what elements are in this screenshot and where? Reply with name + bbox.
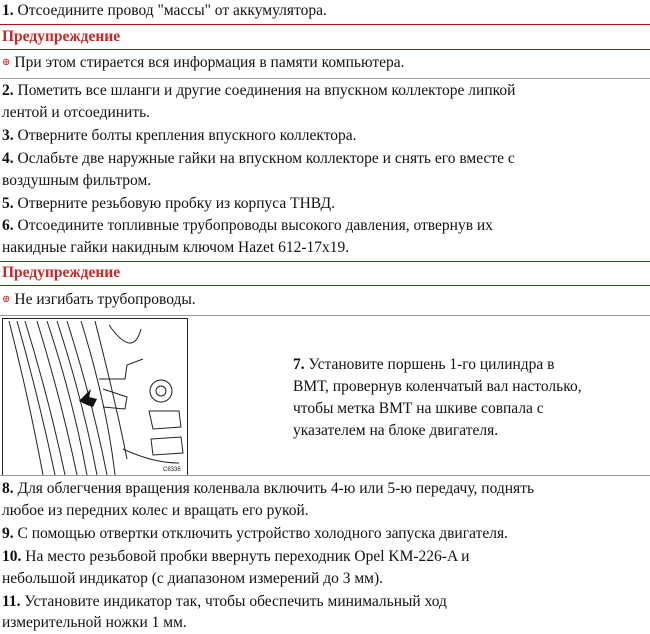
- divider: [0, 475, 650, 476]
- warning-icon: ⊕: [2, 57, 11, 68]
- step-text: измерительной ножки 1 мм.: [2, 614, 187, 631]
- warning-1: [0, 52, 650, 74]
- step-6-continued: [0, 237, 650, 259]
- step-text: Для облегчения вращения коленвала включить 4-ю или 5-ю передачу, поднять: [17, 480, 535, 497]
- step-number: 3.: [2, 127, 14, 144]
- step-text: Отверните резьбовую пробку из корпуса ТНВД.: [17, 195, 335, 212]
- figure-code: C6336: [163, 467, 181, 473]
- step-5: [0, 193, 650, 215]
- step-4-continued: [0, 170, 650, 192]
- step-number: 9.: [2, 525, 14, 542]
- step-number: 6.: [2, 217, 14, 234]
- warning-text: Не изгибать трубопроводы.: [14, 291, 196, 308]
- step-text: Отсоедините топливные трубопроводы высокого давления, отвернув их: [17, 217, 493, 234]
- step-2: [0, 80, 650, 102]
- divider: [0, 78, 650, 79]
- step-2-continued: [0, 102, 650, 124]
- step-text: воздушным фильтром.: [2, 172, 152, 189]
- step-8: [0, 478, 650, 500]
- step-number: 2.: [2, 82, 14, 99]
- step-number: 11.: [2, 593, 21, 610]
- step-4: [0, 148, 650, 170]
- step-11: [0, 591, 650, 613]
- step-text: Отверните болты крепления впускного коллектора.: [17, 127, 357, 144]
- step-8-continued: [0, 500, 650, 522]
- step-7: [293, 354, 649, 442]
- step-text: накидные гайки накидным ключом Hazet 612-17x19.: [2, 239, 350, 256]
- step-text: указателем на блоке двигателя.: [293, 422, 499, 439]
- step-number: 4.: [2, 150, 14, 167]
- step-text: Ослабьте две наружные гайки на впускном коллекторе и снять его вместе с: [17, 150, 515, 167]
- warning-title: Предупреждение: [2, 28, 121, 45]
- step-text: На место резьбовой пробки ввернуть переходник Opel KM-226-A и: [25, 548, 470, 565]
- step-text: Установите поршень 1-го цилиндра в: [308, 356, 555, 373]
- warning-text: При этом стирается вся информация в памяти компьютера.: [14, 54, 405, 71]
- step-text: чтобы метка ВМТ на шкиве совпала с: [293, 400, 544, 417]
- step-text: Пометить все шланги и другие соединения на впускном коллекторе липкой: [17, 82, 516, 99]
- warning-icon: ⊕: [2, 294, 11, 305]
- step-10-continued: [0, 568, 650, 590]
- step-text: лентой и отсоединить.: [2, 104, 151, 121]
- step-7-line: [293, 354, 649, 376]
- step-11-continued: [0, 612, 650, 634]
- warning-title: Предупреждение: [2, 264, 121, 281]
- step-text: Отсоедините провод "массы" от аккумулятора.: [17, 2, 327, 19]
- step-text: С помощью отвертки отключить устройство холодного запуска двигателя.: [17, 525, 508, 542]
- pulley-diagram: [3, 319, 187, 475]
- divider: [0, 285, 650, 286]
- warning-2: [0, 289, 650, 311]
- divider: [0, 315, 650, 316]
- step-9: [0, 523, 650, 545]
- step-10: [0, 546, 650, 568]
- step-6: [0, 215, 650, 237]
- step-text: любое из передних колес и вращать его рукой.: [2, 502, 309, 519]
- engine-pulley-figure: [2, 318, 188, 476]
- divider: [0, 261, 650, 262]
- step-number: 8.: [2, 480, 14, 497]
- step-text: ВМТ, провернув коленчатый вал настолько,: [293, 378, 582, 395]
- divider: [0, 49, 650, 50]
- step-text: небольшой индикатор (с диапазоном измерений до 3 мм).: [2, 570, 383, 587]
- step-number: 10.: [2, 548, 22, 565]
- step-text: Установите индикатор так, чтобы обеспечить минимальный ход: [24, 593, 447, 610]
- step-number: 1.: [2, 2, 14, 19]
- step-1: [0, 0, 650, 22]
- step-number: 5.: [2, 195, 14, 212]
- divider: [0, 24, 650, 25]
- step-3: [0, 125, 650, 147]
- step-number: 7.: [293, 356, 305, 373]
